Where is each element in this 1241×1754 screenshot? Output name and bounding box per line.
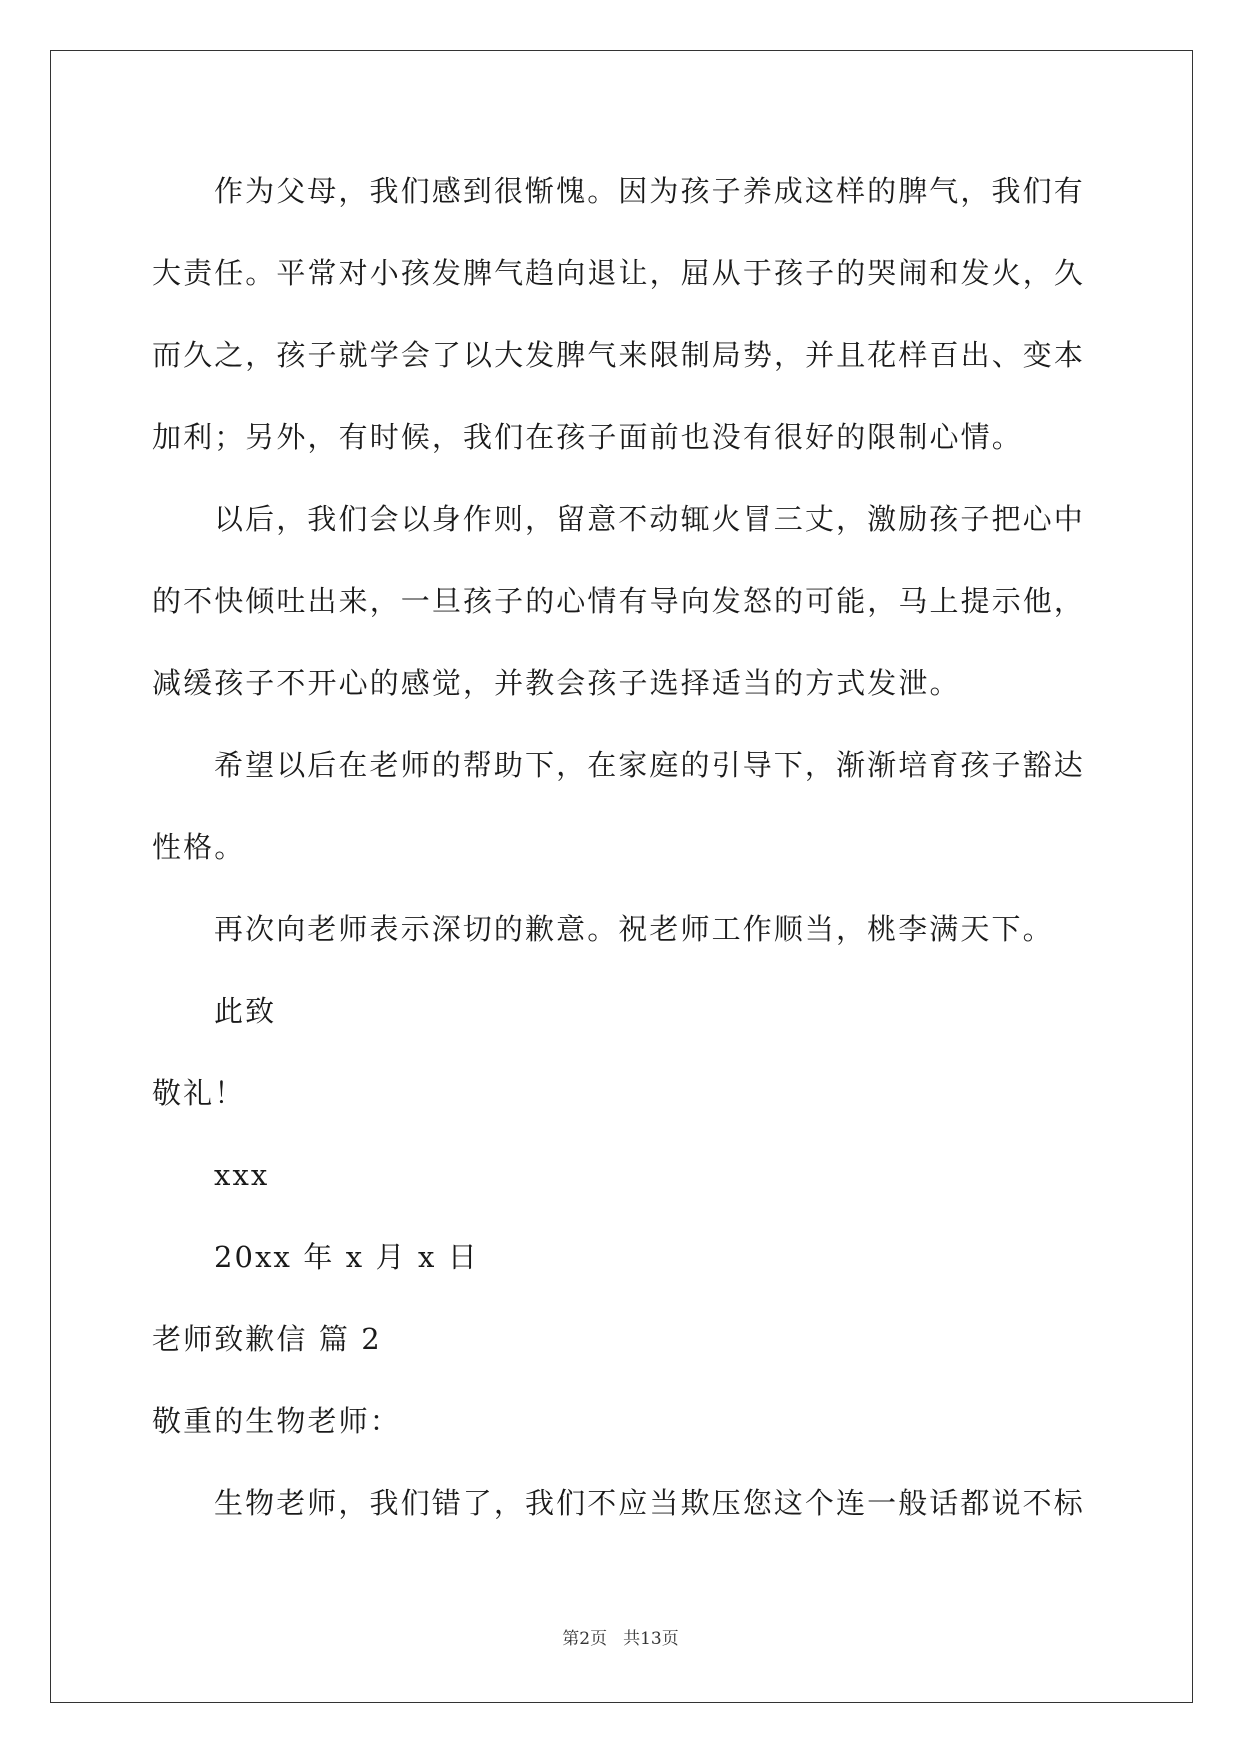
signature-line: xxx bbox=[214, 1158, 270, 1192]
page-number: 第2页 bbox=[562, 1629, 608, 1649]
salutation-line: 敬礼！ bbox=[152, 1076, 246, 1110]
closing-line: 此致 bbox=[214, 994, 277, 1028]
paragraph-line: 希望以后在老师的帮助下，在家庭的引导下，渐渐培育孩子豁达 bbox=[214, 748, 1085, 782]
paragraph-line: 加利；另外，有时候，我们在孩子面前也没有很好的限制心情。 bbox=[152, 420, 1023, 454]
paragraph-line: 生物老师，我们错了，我们不应当欺压您这个连一般话都说不标 bbox=[214, 1486, 1085, 1520]
date-line: 20xx 年 x 月 x 日 bbox=[214, 1240, 479, 1274]
greeting-line: 敬重的生物老师： bbox=[152, 1404, 401, 1438]
paragraph-line: 的不快倾吐出来，一旦孩子的心情有导向发怒的可能，马上提示他， bbox=[152, 584, 1086, 618]
paragraph-line: 性格。 bbox=[152, 830, 246, 864]
paragraph-line: 而久之，孩子就学会了以大发脾气来限制局势，并且花样百出、变本 bbox=[152, 338, 1086, 372]
page-frame bbox=[50, 50, 1193, 1703]
paragraph-line: 再次向老师表示深切的歉意。祝老师工作顺当，桃李满天下。 bbox=[214, 912, 1054, 946]
paragraph-line: 作为父母，我们感到很惭愧。因为孩子养成这样的脾气，我们有 bbox=[214, 174, 1085, 208]
paragraph-line: 减缓孩子不开心的感觉，并教会孩子选择适当的方式发泄。 bbox=[152, 666, 961, 700]
page-footer bbox=[0, 1627, 1241, 1651]
paragraph-line: 大责任。平常对小孩发脾气趋向退让，屈从于孩子的哭闹和发火，久 bbox=[152, 256, 1086, 290]
section-heading: 老师致歉信 篇 2 bbox=[152, 1322, 382, 1356]
paragraph-line: 以后，我们会以身作则，留意不动辄火冒三丈，激励孩子把心中 bbox=[214, 502, 1085, 536]
page-total: 共13页 bbox=[623, 1629, 679, 1649]
